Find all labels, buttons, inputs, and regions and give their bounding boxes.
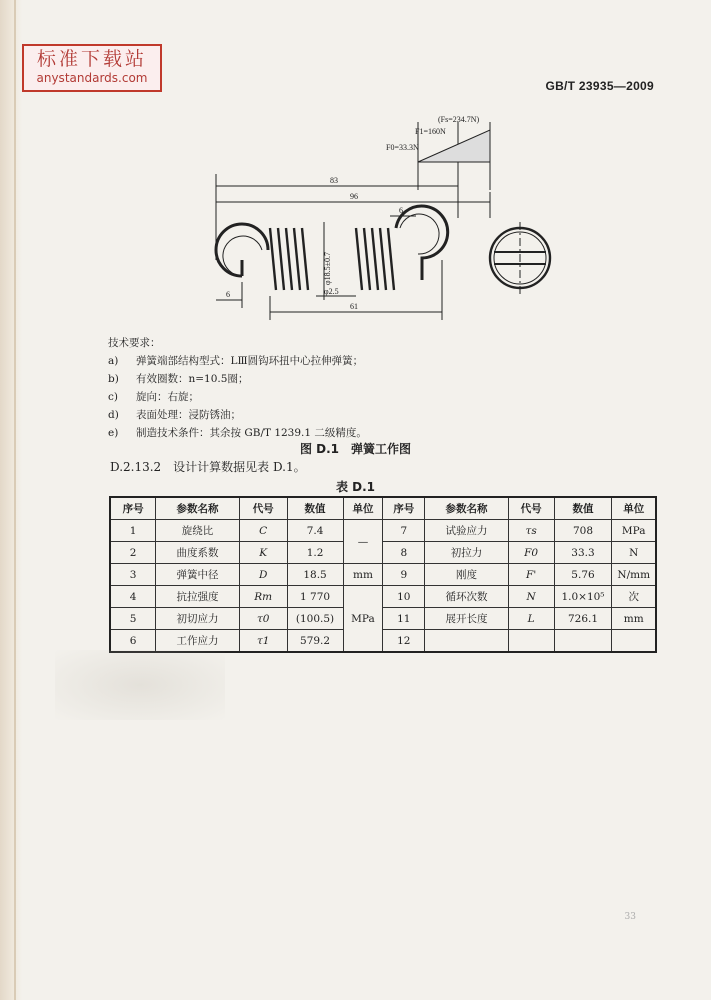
table-header: 代号 — [239, 497, 287, 520]
binding-edge — [0, 0, 22, 1000]
requirements-heading: 技术要求： — [108, 337, 161, 349]
spring-drawing — [190, 110, 570, 325]
table-header: 序号 — [110, 497, 156, 520]
table-header: 序号 — [383, 497, 425, 520]
dim-96: 96 — [350, 192, 358, 201]
design-data-table — [109, 496, 657, 653]
table-header: 数值 — [287, 497, 343, 520]
force-diagram — [386, 115, 490, 190]
unit-cell: — — [343, 520, 383, 564]
table-header: 代号 — [508, 497, 554, 520]
force-f1-label: F1=160N — [415, 127, 446, 136]
force-f0-label: F0=33.3N — [386, 143, 419, 152]
table-header: 单位 — [612, 497, 656, 520]
unit-cell: mm — [343, 564, 383, 586]
requirement-item: c) 旋向：右旋； — [108, 391, 199, 403]
figure-caption: 图 D.1 弹簧工作图 — [299, 442, 412, 456]
requirement-item: e) 制造技术条件：其余按 GB/T 1239.1 二级精度。 — [108, 427, 367, 439]
technical-requirements — [108, 334, 628, 442]
unit-cell: MPa — [343, 586, 383, 653]
spring-end-view — [490, 222, 550, 294]
section-paragraph: D.2.13.2 设计计算数据见表 D.1。 — [110, 460, 306, 474]
watermark-stamp — [22, 44, 162, 92]
binding-line — [14, 0, 16, 1000]
dim-diameter: φ18.5±0.7 — [323, 251, 332, 285]
force-fs-label: (Fs=234.7N) — [438, 115, 480, 124]
dim-61: 61 — [350, 302, 358, 311]
table-row: 2 曲度系数 K 1.2 8 初拉力 F0 33.3 N — [110, 542, 656, 564]
dim-wire: φ2.5 — [324, 287, 339, 296]
table-header: 数值 — [554, 497, 612, 520]
table-header: 参数名称 — [425, 497, 509, 520]
watermark-url: anystandards.com — [36, 71, 148, 85]
table-row: 5 初切应力 τ0 (100.5) 11 展开长度 L 726.1 mm — [110, 608, 656, 630]
standard-number: GB/T 23935—2009 — [545, 79, 654, 93]
table-header: 单位 — [343, 497, 383, 520]
requirement-item: a) 弹簧端部结构型式：LⅢ圆钩环扭中心拉伸弹簧； — [108, 355, 364, 367]
table-row: 3 弹簧中径 D 18.5 mm 9 刚度 F' 5.76 N/mm — [110, 564, 656, 586]
table-row: 4 抗拉强度 Rm 1 770 MPa 10 循环次数 N 1.0×10⁵ 次 — [110, 586, 656, 608]
table-row: 6 工作应力 τ1 579.2 12 — [110, 630, 656, 653]
scan-smudge — [55, 650, 225, 720]
requirement-item: d) 表面处理：浸防锈油； — [108, 409, 241, 421]
page-number: 33 — [624, 912, 636, 922]
table-header: 参数名称 — [156, 497, 240, 520]
dim-6-top: 6 — [399, 206, 403, 215]
table-caption: 表 D.1 — [335, 480, 376, 494]
table-row: 1 旋绕比 C 7.4 — 7 试验应力 τs 708 MPa — [110, 520, 656, 542]
watermark-title: 标准下载站 — [36, 48, 147, 70]
table-header-row — [110, 497, 656, 520]
dim-6-bottom: 6 — [226, 290, 230, 299]
dim-83: 83 — [330, 176, 338, 185]
requirement-item: b) 有效圈数：n=10.5圈； — [108, 373, 249, 385]
